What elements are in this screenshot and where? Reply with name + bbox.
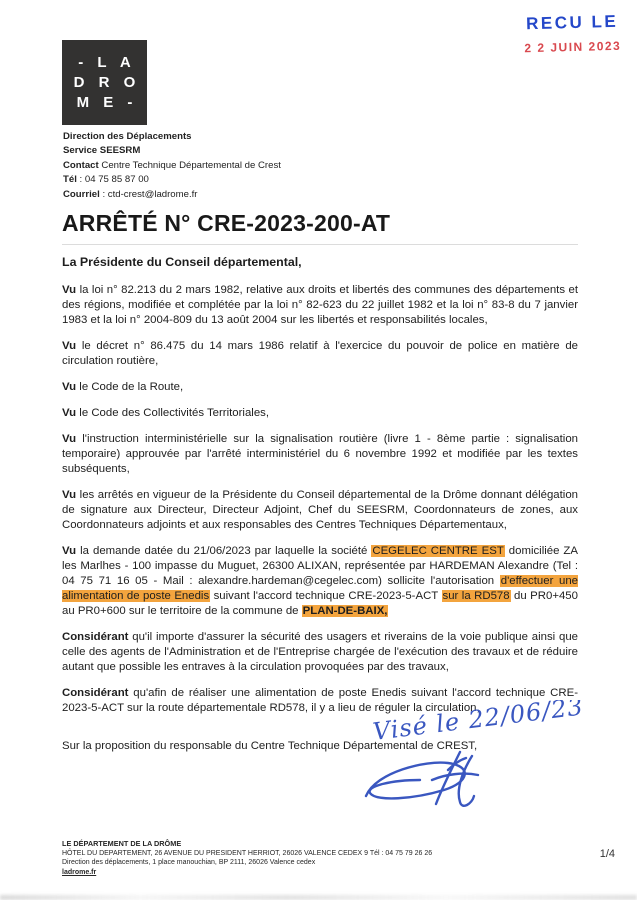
paragraph [62,432,578,477]
text-segment: domiciliée ZA les Marlhes - 100 impasse du Muguet, 26300 ALIXAN, représentée par HARDEMAN Alexandre (Tel : 04 75 71 16 05 - Mail : alexandre.hardeman@cegelec.com) sollicite l'autorisation [62,545,578,587]
text-segment: Vu [62,433,77,445]
la-drome-logo [62,40,147,125]
highlighted-text: CEGELEC CENTRE EST [372,545,504,557]
contact-email-value: : ctd-crest@ladrome.fr [99,188,198,200]
text-segment: Vu [62,489,77,501]
paragraph [62,380,578,395]
handwritten-signature [348,700,583,818]
footer-website: ladrome.fr [62,868,97,876]
contact-direction-line [63,130,281,144]
text-segment: Vu [62,381,77,393]
text-segment: le décret n° 86.475 du 14 mars 1986 relatif à l'exercice du pouvoir de police en matière de circulation routière, [62,340,578,367]
text-segment: la demande datée du 21/06/2023 par laquelle la société [76,545,372,557]
highlighted-text: sur la RD578 [442,590,510,602]
stamp-received-date: 2 2 JUIN 2023 [524,38,622,56]
footer-block [62,839,532,877]
text-segment: le Code des Collectivités Territoriales, [76,407,270,419]
signature-stroke [459,756,474,806]
received-stamp [524,12,622,56]
contact-phone-line [63,173,281,187]
text-segment: suivant l'accord technique CRE-2023-5-ACT [210,590,442,602]
signature-svg [348,700,583,818]
scan-artifact-edge [0,895,637,900]
paragraph [62,255,578,270]
paragraph [62,544,578,619]
contact-service-label: Service SEESRM [63,145,141,157]
text-segment: La Présidente du Conseil départemental, [62,255,302,269]
stamp-received-label: RECU LE [525,11,619,34]
contact-email-label: Courriel [63,188,100,200]
document-title: ARRÊTÉ N° CRE-2023-200-AT [62,210,391,236]
text-segment: Vu [62,340,77,352]
signature-stroke [432,774,478,780]
document-body [62,210,578,765]
logo-text-row: D R O [73,73,141,91]
text-segment: Vu [62,407,77,419]
text-segment: Vu [62,284,77,296]
text-segment: l'instruction interministérielle sur la signalisation routière (livre 1 - 8ème partie : signalisation temporaire) approuvée par l'arrêté interministériel du 6 novembre 1992 et modifiée par les textes subséquents, [62,433,578,475]
text-segment: Vu [62,545,77,557]
contact-phone-value: : 04 75 85 87 00 [76,174,149,186]
contact-service-line [63,144,281,158]
logo-text-row: M E - [76,93,138,111]
text-segment: Considérant [62,631,129,643]
paragraph [62,339,578,369]
text-segment: du PR0+450 au PR0+600 sur le territoire de la commune de [62,590,578,617]
footer-department-name: LE DÉPARTEMENT DE LA DRÔME [62,839,182,848]
text-segment: les arrêtés en vigueur de la Présidente du Conseil départemental de la Drôme donnant délégation de signature aux Directeur, Directeur Adjoint, Chef du SEESRM, Coordonnateurs de zones, aux Coordonnateurs adjoints et aux responsables des Centres Techniques Départementaux, [62,489,578,531]
highlighted-text: d'effectuer une alimentation de poste Enedis [62,575,579,602]
text-segment: le Code de la Route, [76,381,184,393]
text-segment: la loi n° 82.213 du 2 mars 1982, relative aux droits et libertés des communes des départements et des régions, modifiée et complétée par la loi n° 82-623 du 22 juillet 1982 et la loi n° 83-8 du 7 janvier 1983 et la loi n° 2004-809 du 13 août 2004 sur les libertés et responsabilités locales, [62,284,578,326]
contact-email-line [63,188,281,202]
title-divider [62,244,578,245]
header-contact-block [63,130,281,202]
highlighted-text: PLAN-DE-BAIX, [302,605,388,617]
signature-note-text: Visé le 22/06/23 [371,700,583,746]
footer-address-line2: Direction des déplacements, 1 place manouchian, BP 2111, 26026 Valence cedex [62,859,316,867]
contact-name-label: Contact [63,159,99,171]
contact-name-value: Centre Technique Départemental de Crest [98,159,281,171]
text-segment: qu'il importe d'assurer la sécurité des usagers et riverains de la voie publique ainsi que celle des agents de l'Administration et de l'Entreprise chargée de l'exécution des travaux et de réduire autant que possible les entraves à la circulation provoquées par des travaux, [62,631,578,673]
body-paragraphs [62,255,578,754]
paragraph [62,406,578,421]
text-segment: Sur la proposition du responsable du Centre Technique Départemental de CREST, [62,740,478,752]
paragraph [62,630,578,675]
contact-phone-label: Tél [63,174,77,186]
contact-name-line [63,159,281,173]
paragraph [62,283,578,328]
logo-text-row: - L A [78,53,136,71]
text-segment: Considérant [62,687,129,699]
text-segment: qu'afin de réaliser une alimentation de poste Enedis suivant l'accord technique CRE-2023-5-ACT sur la route départementale RD578, il y a lieu de réguler la circulation, [62,687,578,714]
contact-direction-label: Direction des Déplacements [63,131,192,142]
paragraph [62,488,578,533]
footer-address-line1: HÔTEL DU DEPARTEMENT, 26 AVENUE DU PRESIDENT HERRIOT, 26026 VALENCE CEDEX 9 Tél : 04 75 79 26 26 [62,849,433,857]
page-number: 1/4 [599,848,615,860]
